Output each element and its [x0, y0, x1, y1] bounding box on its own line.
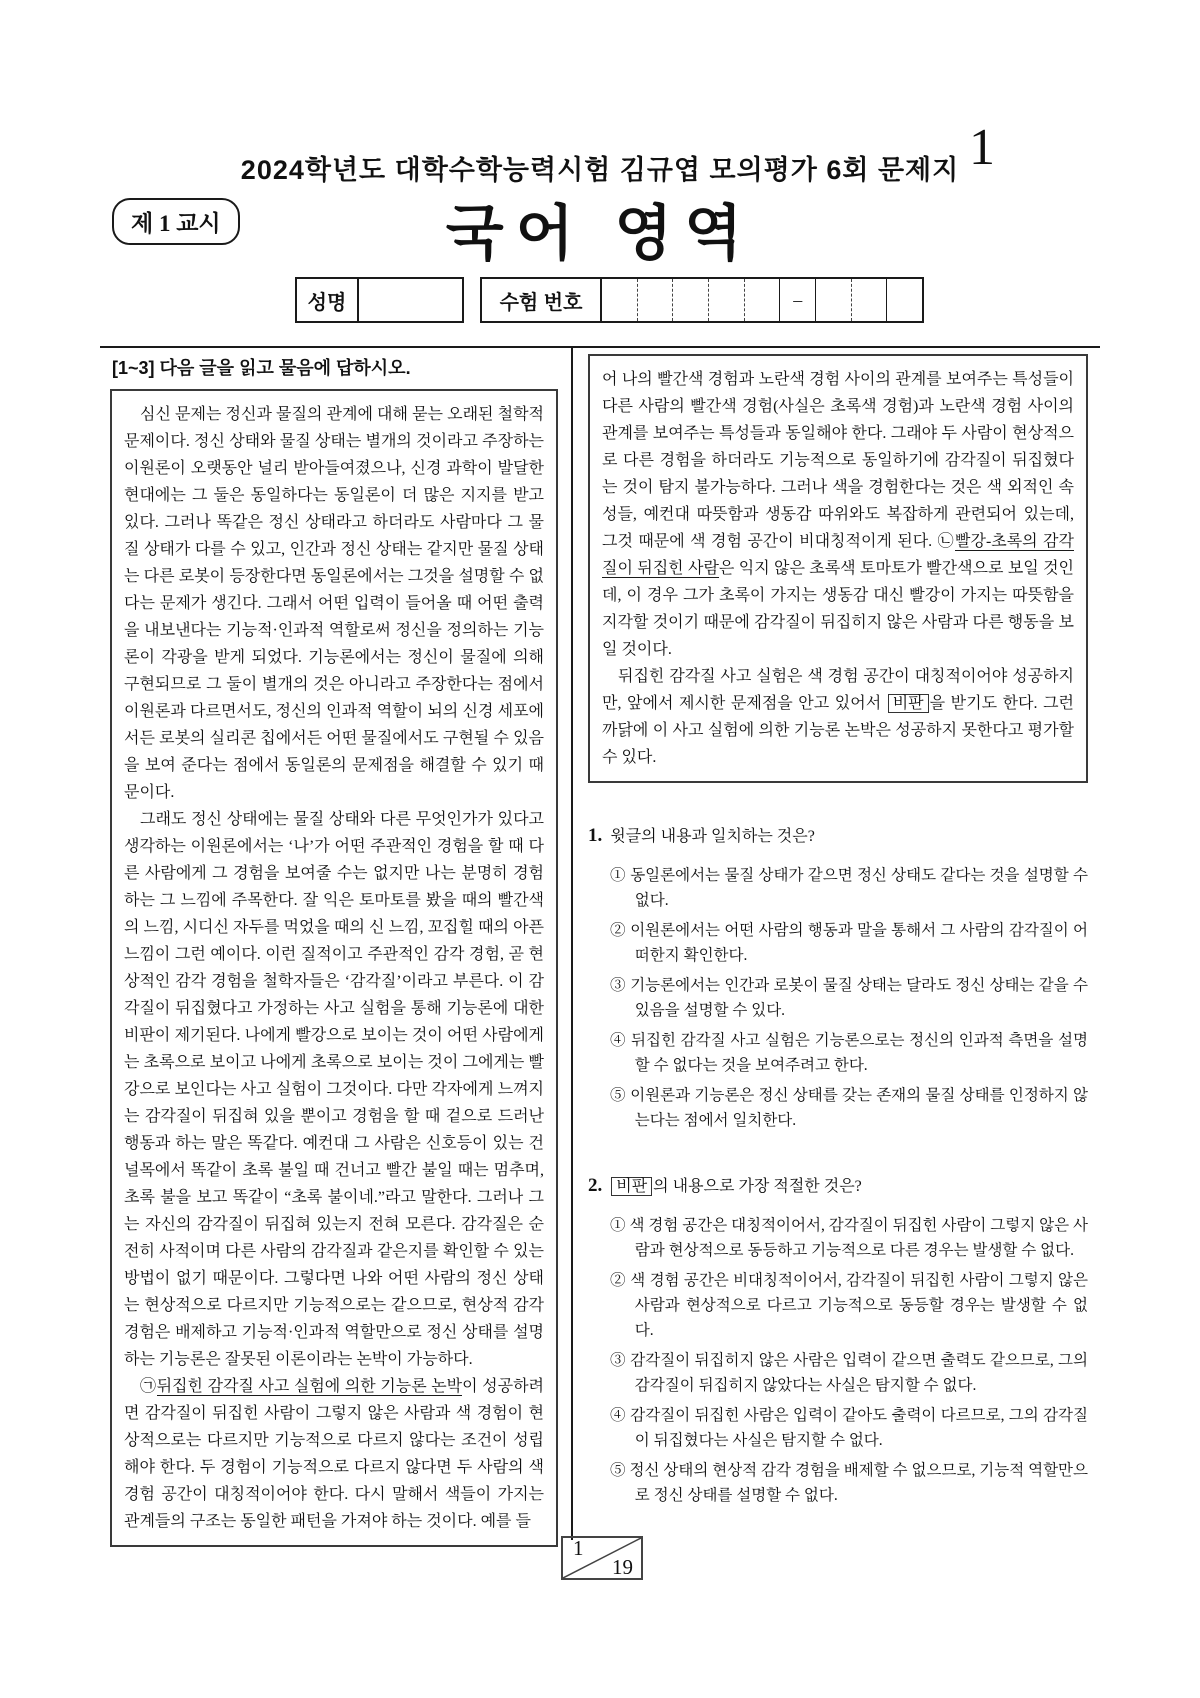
answer-option[interactable]: ⑤ 정신 상태의 현상적 감각 경험을 배제할 수 없으므로, 기능적 역할만으로 정신 상태를 설명할 수 없다.	[610, 1462, 1088, 1504]
underlined-phrase-b: 빨강-초록의 감각질이 뒤집힌 사람	[602, 533, 1074, 577]
boxed-term-critique: 비판	[888, 694, 929, 713]
answer-option[interactable]: ⑤ 이원론과 기능론은 정신 상태를 갖는 존재의 물질 상태를 인정하지 않는다는 점에서 일치한다.	[610, 1087, 1088, 1129]
number-cell[interactable]	[602, 279, 637, 321]
question-1	[588, 823, 1088, 1133]
question-2-stem-text: 의 내용으로 가장 적절한 것은?	[653, 1178, 862, 1195]
question-2-head	[588, 1173, 1088, 1199]
passage-instruction: [1~3] 다음 글을 읽고 물음에 답하시오.	[112, 358, 411, 378]
answer-option[interactable]: ③ 기능론에서는 인간과 로봇이 물질 상태는 달라도 정신 상태는 같을 수 있음을 설명할 수 있다.	[610, 977, 1088, 1019]
answer-option[interactable]: ② 이원론에서는 어떤 사람의 행동과 말을 통해서 그 사람의 감각질이 어떠한지 확인한다.	[610, 922, 1088, 964]
marker-a: ㉠	[140, 1378, 157, 1395]
number-cell[interactable]	[672, 279, 708, 321]
answer-option[interactable]: ② 색 경험 공간은 비대칭적이어서, 감각질이 뒤집힌 사람이 그렇지 않은 사람과 현상적으로 다르고 기능적으로 동등할 경우는 발생할 수 없다.	[610, 1272, 1088, 1339]
number-cell[interactable]	[708, 279, 744, 321]
passage-paragraph-2: 그래도 정신 상태에는 물질 상태와 다른 무엇인가가 있다고 생각하는 이원론에서는 ‘나’가 어떤 주관적인 경험을 할 때 다른 사람에게 그 경험을 보여줄 수는 없지만 나는 분명히 경험하는 그 느낌에 주목한다. 잘 익은 토마토를 봤을 때의 빨간색의 느낌, 시디신 자두를 먹었을 때의 신 느낌, 꼬집힐 때의 아픈 느낌이 그런 예이다. 이런 질적이고 주관적인 감각 경험, 곧 현상적인 감각 경험을 철학자들은 ‘감각질’이라고 부른다. 이 감각질이 뒤집혔다고 가정하는 사고 실험을 통해 기능론에 대한 비판이 제기된다. 나에게 빨강으로 보이는 것이 어떤 사람에게는 초록으로 보이고 나에게 초록으로 보이는 것이 그에게는 빨강으로 보인다는 사고 실험이 그것이다. 다만 각자에게 느껴지는 감각질이 뒤집혀 있을 뿐이고 경험을 할 때 겉으로 드러난 행동과 하는 말은 똑같다. 예컨대 그 사람은 신호등이 있는 건널목에서 똑같이 초록 불일 때 건너고 빨간 불일 때는 멈추며, 초록 불을 보고 똑같이 “초록 불이네.”라고 말한다. 그러나 그는 자신의 감각질이 뒤집혀 있는지 전혀 모른다. 감각질은 순전히 사적이며 다른 사람의 감각질과 같은지를 확인할 수 있는 방법이 없기 때문이다. 그렇다면 나와 어떤 사람의 정신 상태는 현상적으로 다르지만 기능적으로는 같으므로, 현상적 감각 경험은 배제하고 기능적·인과적 역할만으로 정신 상태를 설명하는 기능론은 잘못된 이론이라는 논박이 가능하다.	[124, 811, 544, 1368]
question-2-options	[610, 1213, 1088, 1508]
number-cell[interactable]	[744, 279, 780, 321]
right-column	[588, 354, 1088, 1513]
passage-text: 뒤집힌 감각질 사고 실험은 색 경험 공간이 대칭적이어야 성공하지만, 앞에서 제시한 문제점을 안고 있어서	[602, 668, 1074, 712]
question-2-number: 2.	[588, 1175, 603, 1196]
exam-number-label: 수험 번호	[482, 279, 602, 321]
passage-box-left	[110, 389, 558, 1547]
period-badge: 제 1 교시	[112, 198, 240, 245]
subject-title: 국어 영역	[445, 200, 755, 267]
passage-box-right	[588, 354, 1088, 783]
answer-option[interactable]: ③ 감각질이 뒤집히지 않은 사람은 입력이 같으면 출력도 같으므로, 그의 감각질이 뒤집히지 않았다는 사실은 탐지할 수 없다.	[610, 1352, 1088, 1394]
name-field	[295, 277, 464, 323]
answer-option[interactable]: ① 색 경험 공간은 대칭적이어서, 감각질이 뒤집힌 사람이 그렇지 않은 사람과 현상적으로 동등하고 기능적으로 다른 경우는 발생할 수 없다.	[610, 1217, 1088, 1259]
footer-current-page: 1	[573, 1536, 584, 1560]
passage-paragraph-1: 심신 문제는 정신과 물질의 관계에 대해 묻는 오래된 철학적 문제이다. 정신 상태와 물질 상태는 별개의 것이라고 주장하는 이원론이 오랫동안 널리 받아들여졌으나, 신경 과학이 발달한 현대에는 그 둘은 동일하다는 동일론이 더 많은 지지를 받고 있다. 그러나 똑같은 정신 상태라고 하더라도 사람마다 그 물질 상태가 다를 수 있고, 인간과 정신 상태는 같지만 물질 상태는 다른 로봇이 등장한다면 동일론에서는 그것을 설명할 수 없다는 문제가 생긴다. 그래서 어떤 입력이 들어올 때 어떤 출력을 내보낸다는 기능적·인과적 역할로써 정신을 정의하는 기능론이 각광을 받게 되었다. 기능론에서는 정신이 물질에 의해 구현되므로 그 둘이 별개의 것은 아니라고 주장한다는 점에서 이원론과 다르면서도, 정신의 인과적 역할이 뇌의 신경 세포에서든 로봇의 실리콘 칩에서든 어떤 물질에서도 구현될 수 있음을 보여 준다는 점에서 동일론의 문제점을 해결할 수 있기 때문이다.	[124, 406, 544, 801]
passage-text: 을 받기도 한다. 그런 까닭에 이 사고 실험에 의한 기능론 논박은 성공하지 못한다고 평가할 수 있다.	[602, 695, 1074, 766]
question-1-stem: 윗글의 내용과 일치하는 것은?	[610, 828, 815, 845]
question-1-head	[588, 823, 1088, 849]
question-2	[588, 1173, 1088, 1508]
header-rule	[100, 346, 1100, 348]
question-1-options	[610, 863, 1088, 1133]
footer-page-box	[561, 1536, 643, 1580]
number-cell[interactable]	[851, 279, 887, 321]
number-cell[interactable]	[815, 279, 851, 321]
passage-text: 은 익지 않은 초록색 토마토가 빨간색으로 보일 것인데, 이 경우 그가 초록이 가지는 생동감 대신 빨강이 가지는 따뜻함을 지각할 것이기 때문에 감각질이 뒤집히지 않은 사람과 다른 행동을 보일 것이다.	[602, 560, 1075, 658]
question-1-number: 1.	[588, 825, 603, 846]
answer-option[interactable]: ④ 뒤집힌 감각질 사고 실험은 기능론으로는 정신의 인과적 측면을 설명할 수 없다는 것을 보여주려고 한다.	[610, 1032, 1088, 1074]
question-2-stem	[610, 1178, 862, 1195]
boxed-term-critique: 비판	[611, 1177, 652, 1196]
column-divider	[571, 348, 573, 1540]
page-number: 1	[969, 119, 995, 176]
passage-paragraph-3-rest: 이 성공하려면 감각질이 뒤집힌 사람이 그렇지 않은 사람과 색 경험이 현상적으로는 다르지만 기능적으로 다르지 않다는 조건이 성립해야 한다. 두 경험이 기능적으로 다르지 않다면 두 사람의 색 경험 공간이 대칭적이어야 한다. 다시 말해서 색들이 가지는 관계들의 구조는 동일한 패턴을 가져야 하는 것이다. 예를 들	[124, 1378, 544, 1530]
passage-text: 어 나의 빨간색 경험과 노란색 경험 사이의 관계를 보여주는 특성들이 다른 사람의 빨간색 경험(사실은 초록색 경험)과 노란색 경험 사이의 관계를 보여주는 특성들과 동일해야 한다. 그래야 두 사람이 현상적으로 다른 경험을 하더라도 기능적으로 동일하기에 감각질이 뒤집혔다는 것이 탐지 불가능하다. 그러나 색을 경험한다는 것은 색 외적인 속성들, 예컨대 따뜻함과 생동감 따위와도 복잡하게 관련되어 있는데, 그것 때문에 색 경험 공간이 비대칭적이게 된다.	[602, 371, 1074, 550]
left-column	[110, 354, 558, 1547]
name-input[interactable]	[359, 279, 462, 321]
footer-total-pages: 19	[612, 1555, 633, 1579]
passage-paragraph-3-continued	[602, 366, 1074, 663]
passage-paragraph-3	[124, 1373, 544, 1535]
exam-title: 2024학년도 대학수학능력시험 김규엽 모의평가 6회 문제지	[240, 155, 960, 185]
underlined-phrase-a: 뒤집힌 감각질 사고 실험에 의한 기능론 논박	[156, 1378, 463, 1395]
answer-option[interactable]: ① 동일론에서는 물질 상태가 같으면 정신 상태도 같다는 것을 설명할 수 없다.	[610, 867, 1088, 909]
marker-b: ㉡	[937, 533, 956, 550]
name-label: 성명	[297, 279, 359, 321]
exam-number-field	[480, 277, 924, 323]
number-dash-cell: –	[779, 279, 815, 321]
answer-option[interactable]: ④ 감각질이 뒤집힌 사람은 입력이 같아도 출력이 다르므로, 그의 감각질이 뒤집혔다는 사실은 탐지할 수 없다.	[610, 1407, 1088, 1449]
number-cell[interactable]	[886, 279, 922, 321]
number-cell[interactable]	[637, 279, 673, 321]
passage-paragraph-4	[602, 663, 1074, 771]
